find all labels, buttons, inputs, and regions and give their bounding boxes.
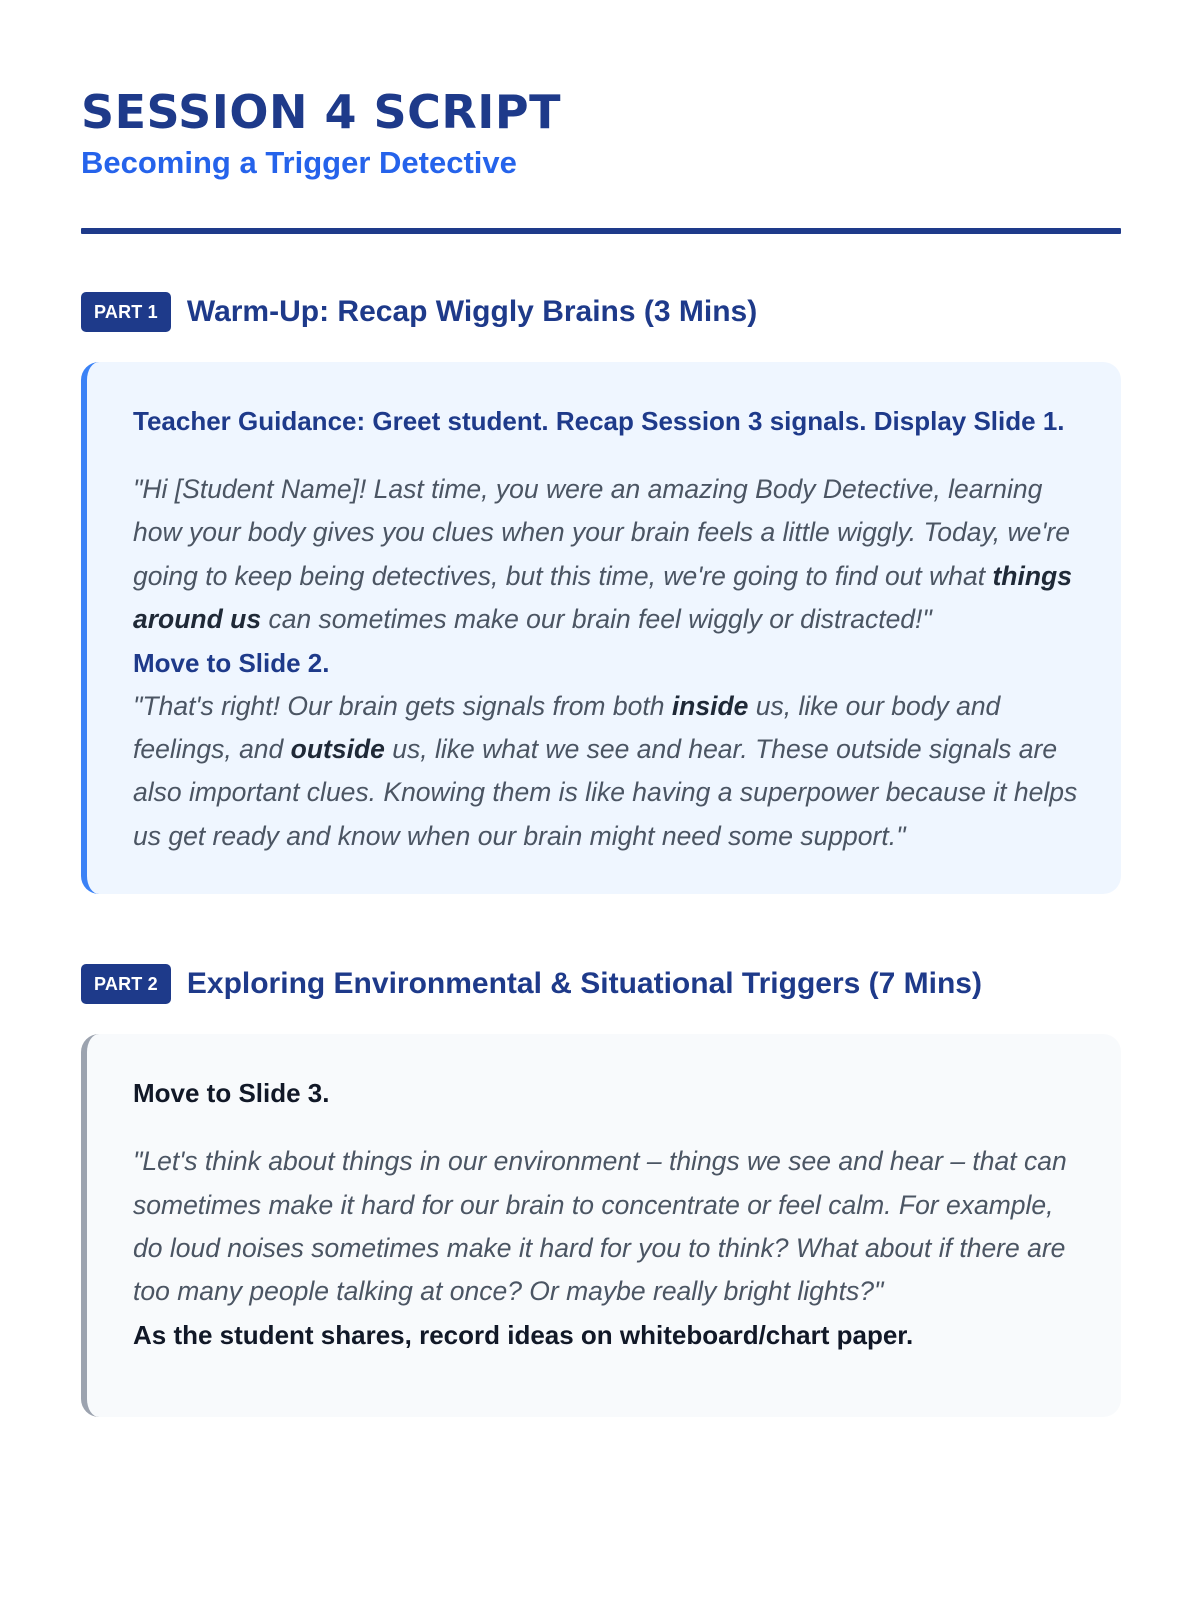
teacher-guidance-card [81,362,1121,894]
script-page [81,0,1121,1417]
part-1-section [81,292,1121,894]
page-subtitle: Becoming a Trigger Detective [81,145,517,180]
quote-text: can sometimes make our brain feel wiggly or distracted!" [261,604,932,635]
part-title: Exploring Environmental & Situational Triggers (7 Mins) [186,967,982,1001]
title-divider [81,228,1121,234]
part-2-section [81,964,1121,1417]
part-2-header [81,964,1121,1004]
part-badge: PART 2 [81,964,171,1004]
script-quote: "Let's think about things in our environment – things we see and hear – that can sometimes make it hard for our brain to concentrate or feel calm. For example, do loud noises sometimes make it hard for you to think? What about if there are too many people talking at once? Or maybe really bright lights?" [133,1146,1067,1307]
teacher-guidance-text: Teacher Guidance: Greet student. Recap Session 3 signals. Display Slide 1. [133,406,1065,436]
quote-emphasis: things around us [133,560,1072,635]
quote-emphasis: inside [671,690,749,721]
quote-text: "That's right! Our brain gets signals from both [133,690,672,721]
part-1-header [81,292,1121,332]
record-instruction: As the student shares, record ideas on whiteboard/chart paper. [133,1319,914,1350]
quote-text: "Hi [Student Name]! Last time, you were an amazing Body Detective, learning how your body gives you clues when your brain feels a little wiggly. Today, we're going to keep being detectives, but this time, we're going to find out what [133,474,1070,591]
quote-text: us, like what we see and hear. These outside signals are also important clues. Knowing them is like having a superpower because it helps us get ready and know when our brain might need some support." [133,734,1078,851]
quote-emphasis: outside [290,734,385,765]
page-title: SESSION 4 SCRIPT [81,85,562,139]
exploration-card [81,1034,1121,1417]
script-quote [133,685,1081,859]
slide-instruction: Move to Slide 2. [133,647,330,678]
part-title: Warm-Up: Recap Wiggly Brains (3 Mins) [186,295,758,328]
slide-instruction: Move to Slide 3. [133,1078,330,1109]
part-badge: PART 1 [81,292,171,332]
quote-text: us, like our body and feelings, and [133,690,1001,765]
script-quote [133,468,1081,642]
